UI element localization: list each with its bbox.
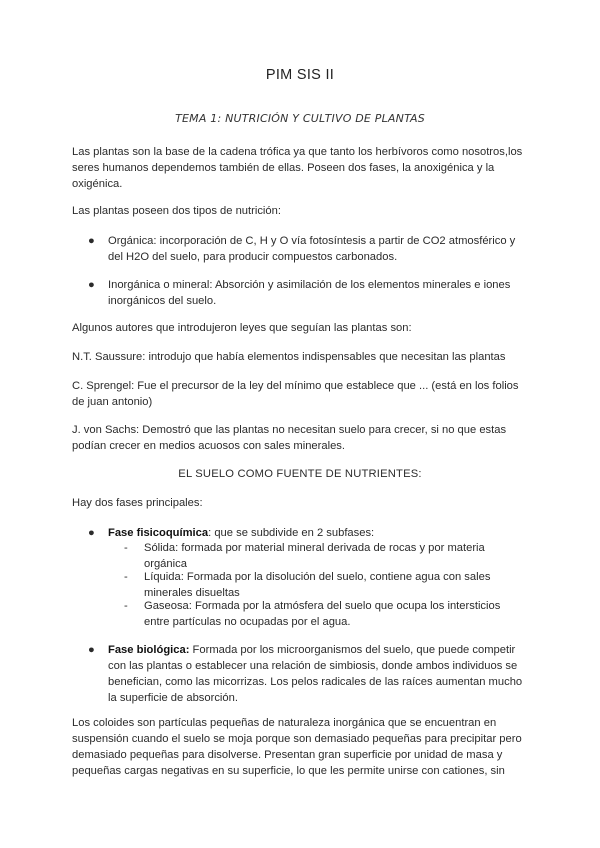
phase-physicochemical — [108, 525, 528, 541]
list-item — [88, 277, 528, 309]
bullet-icon: ● — [88, 279, 95, 291]
author-sprengel: C. Sprengel: Fue el precursor de la ley del mínimo que establece que ... (está en los folios de juan antonio) — [72, 380, 519, 408]
phase-biological — [108, 642, 528, 706]
bullet-icon: ● — [88, 527, 95, 539]
subphase-liquid: Líquida: Formada por la disolución del suelo, contiene agua con sales minerales disueltas — [144, 571, 491, 599]
nutrition-organic: Orgánica: incorporación de C, H y O vía fotosíntesis a partir de CO2 atmosférico y del H2O del suelo, para producir compuestos carbonados. — [108, 235, 516, 263]
subphase-solid: Sólida: formada por material mineral derivada de rocas y por materia orgánica — [144, 542, 485, 570]
nutrition-intro: Las plantas poseen dos tipos de nutrición: — [72, 205, 281, 217]
list-item — [124, 540, 528, 572]
intro-paragraph: Las plantas son la base de la cadena trófica ya que tanto los herbívoros como nosotros,los seres humanos dependemos también de ellas. Poseen dos fases, la anoxigénica y la oxigénica. — [72, 146, 523, 190]
dash-icon: - — [124, 600, 128, 612]
author-sachs: J. von Sachs: Demostró que las plantas no necesitan suelo para crecer, si no que estas podían crecer en medios acuosos con sales minerales. — [72, 424, 507, 452]
phase-label: Fase biológica: — [108, 644, 190, 656]
authors-intro: Algunos autores que introdujeron leyes que seguían las plantas son: — [72, 322, 412, 334]
subphase-gas: Gaseosa: Formada por la atmósfera del suelo que ocupa los intersticios entre partículas no ocupadas por el agua. — [144, 600, 501, 628]
phase-text: Formada por los microorganismos del suelo, que puede competir con las plantas o establecer una relación de simbiosis, donde ambos individuos se benefician, como las micorrizas. Los pelos radicales de las raíces aumentan mucho la superficie de absorción. — [108, 644, 523, 704]
dash-icon: - — [124, 542, 128, 554]
nutrition-inorganic: Inorgánica o mineral: Absorción y asimilación de los elementos minerales e iones inorgánicos del suelo. — [108, 279, 511, 307]
phase-label: Fase fisicoquímica — [108, 527, 209, 539]
list-item — [88, 525, 528, 541]
list-item — [88, 642, 528, 706]
page-title: PIM SIS II — [265, 67, 335, 83]
dash-icon: - — [124, 571, 128, 583]
colloids-paragraph: Los coloides son partículas pequeñas de naturaleza inorgánica que se encuentran en suspensión cuando el suelo se moja porque son demasiado pequeñas para precipitar pero demasiado pequeñas para disolverse. Presentan gran superficie por unidad de masa y pequeñas cargas negativas en su superficie, lo que les permite unirse con cationes, sin — [72, 717, 522, 777]
topic-title: TEMA 1: NUTRICIÓN Y CULTIVO DE PLANTAS — [175, 112, 425, 125]
bullet-icon: ● — [88, 235, 95, 247]
author-saussure: N.T. Saussure: introdujo que había elementos indispensables que necesitan las plantas — [72, 351, 506, 363]
bullet-icon: ● — [88, 644, 95, 656]
phases-intro: Hay dos fases principales: — [72, 497, 203, 509]
list-item — [124, 569, 528, 601]
list-item — [88, 233, 528, 265]
section-heading: EL SUELO COMO FUENTE DE NUTRIENTES: — [178, 468, 422, 480]
phase-text: : que se subdivide en 2 subfases: — [208, 527, 375, 539]
list-item — [124, 598, 528, 630]
